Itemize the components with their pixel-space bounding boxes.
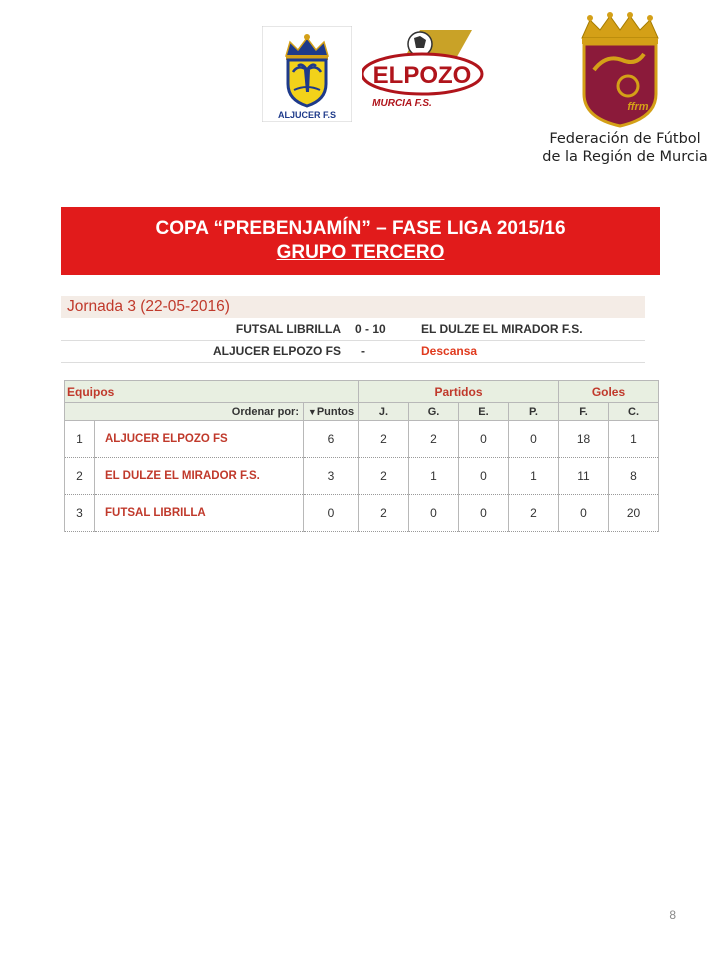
row-lost: 1 — [509, 458, 559, 495]
elpozo-logo-text: ELPOZO — [372, 62, 472, 89]
row-played: 2 — [359, 495, 409, 532]
row-team-link[interactable]: ALJUCER ELPOZO FS — [95, 421, 304, 458]
row-goals-for: 18 — [559, 421, 609, 458]
elpozo-logo — [362, 28, 484, 112]
table-row — [65, 495, 659, 532]
header-matches: Partidos — [359, 381, 559, 403]
row-drawn: 0 — [459, 421, 509, 458]
col-goals-for[interactable]: F. — [559, 403, 609, 421]
col-played[interactable]: J. — [359, 403, 409, 421]
row-points: 3 — [304, 458, 359, 495]
match-row — [61, 340, 645, 363]
sort-desc-icon: ▼ — [307, 406, 317, 417]
row-position: 1 — [65, 421, 95, 458]
row-won: 0 — [409, 495, 459, 532]
sort-by-label: Ordenar por: — [65, 403, 304, 421]
col-lost[interactable]: P. — [509, 403, 559, 421]
federation-line-2: de la Región de Murcia — [542, 149, 708, 165]
banner-title: COPA “PREBENJAMÍN” – FASE LIGA 2015/16 — [155, 218, 566, 239]
row-drawn: 0 — [459, 495, 509, 532]
match-rest-label: Descansa — [421, 344, 478, 358]
row-points: 6 — [304, 421, 359, 458]
row-played: 2 — [359, 458, 409, 495]
col-drawn[interactable]: E. — [459, 403, 509, 421]
standings-table — [64, 380, 659, 532]
header-goals: Goles — [559, 381, 659, 403]
col-won[interactable]: G. — [409, 403, 459, 421]
col-goals-against[interactable]: C. — [609, 403, 659, 421]
row-goals-for: 11 — [559, 458, 609, 495]
row-goals-for: 0 — [559, 495, 609, 532]
title-banner — [61, 207, 660, 275]
match-away-team: EL DULZE EL MIRADOR F.S. — [421, 322, 583, 336]
jornada-title: Jornada 3 (22-05-2016) — [61, 296, 645, 318]
header-teams: Equipos — [65, 381, 359, 403]
sort-points-header[interactable]: ▼Puntos — [304, 403, 359, 421]
table-row — [65, 421, 659, 458]
federation-line-1: Federación de Fútbol — [549, 131, 701, 147]
federation-name — [540, 130, 710, 166]
elpozo-logo-subtext: MURCIA F.S. — [372, 98, 432, 109]
match-home-team: FUTSAL LIBRILLA — [235, 322, 341, 336]
match-home-team: ALJUCER ELPOZO FS — [212, 344, 341, 358]
row-won: 2 — [409, 421, 459, 458]
row-lost: 0 — [509, 421, 559, 458]
row-drawn: 0 — [459, 458, 509, 495]
row-team-link[interactable]: FUTSAL LIBRILLA — [95, 495, 304, 532]
match-row — [61, 318, 645, 341]
row-position: 3 — [65, 495, 95, 532]
match-score: - — [361, 344, 365, 358]
row-goals-against: 8 — [609, 458, 659, 495]
row-points: 0 — [304, 495, 359, 532]
row-position: 2 — [65, 458, 95, 495]
row-lost: 2 — [509, 495, 559, 532]
row-team-link[interactable]: EL DULZE EL MIRADOR F.S. — [95, 458, 304, 495]
row-goals-against: 1 — [609, 421, 659, 458]
ffrm-logo — [570, 10, 670, 128]
aljucer-logo-text: ALJUCER F.S — [277, 110, 337, 120]
row-won: 1 — [409, 458, 459, 495]
row-played: 2 — [359, 421, 409, 458]
match-score: 0 - 10 — [355, 322, 386, 336]
aljucer-logo — [262, 26, 352, 122]
table-row — [65, 458, 659, 495]
banner-subtitle: GRUPO TERCERO — [276, 242, 445, 263]
row-goals-against: 20 — [609, 495, 659, 532]
page-number: 8 — [669, 908, 676, 922]
ffrm-logo-text: ffrm — [627, 101, 649, 113]
